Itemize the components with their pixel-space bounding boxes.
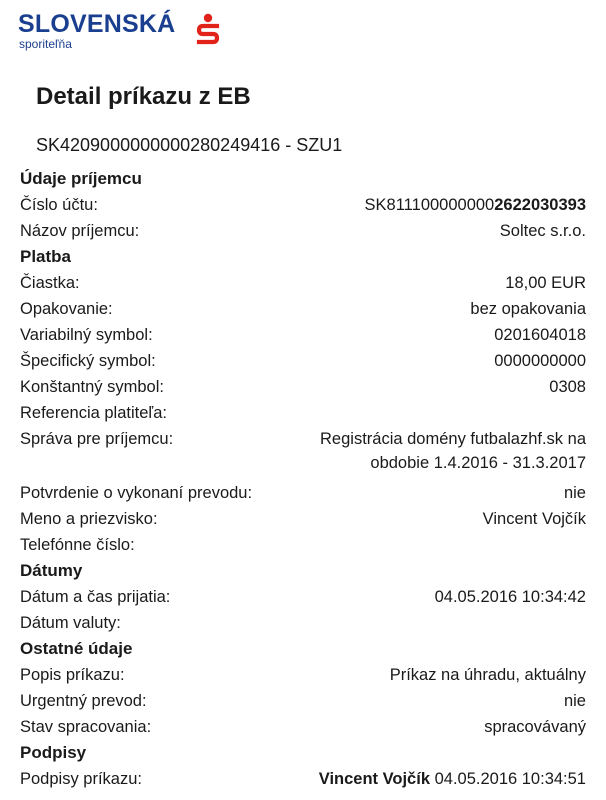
section-payment: Platba bbox=[20, 247, 72, 266]
amount-value: 18,00 EUR bbox=[505, 274, 586, 292]
variable-symbol-label: Variabilný symbol: bbox=[20, 326, 153, 344]
order-description-label: Popis príkazu: bbox=[20, 666, 125, 684]
row-message bbox=[20, 427, 586, 481]
payer-reference-label: Referencia platiteľa: bbox=[20, 404, 167, 422]
row-processing-state bbox=[20, 715, 586, 741]
message-label: Správa pre príjemcu: bbox=[20, 430, 174, 448]
recipient-name-label: Názov príjemcu: bbox=[20, 222, 140, 240]
received-value: 04.05.2016 10:34:42 bbox=[434, 588, 586, 606]
row-constant-symbol bbox=[20, 375, 586, 401]
urgent-label: Urgentný prevod: bbox=[20, 692, 147, 710]
variable-symbol-value: 0201604018 bbox=[494, 326, 586, 344]
specific-symbol-value: 0000000000 bbox=[494, 352, 586, 370]
signer-name: Vincent Vojčík bbox=[318, 770, 430, 788]
bank-logo-subtitle: sporiteľňa bbox=[19, 37, 72, 51]
section-recipient: Údaje príjemcu bbox=[20, 169, 142, 188]
bank-logo-s-mark-icon bbox=[196, 13, 220, 49]
section-other: Ostatné údaje bbox=[20, 639, 133, 658]
order-signatures-label: Podpisy príkazu: bbox=[20, 770, 142, 788]
source-account: SK4209000000000280249416 - SZU1 bbox=[36, 135, 343, 155]
full-name-value: Vincent Vojčík bbox=[482, 510, 586, 528]
row-specific-symbol bbox=[20, 349, 586, 375]
transfer-confirmation-label: Potvrdenie o vykonaní prevodu: bbox=[20, 484, 253, 502]
amount-label: Čiastka: bbox=[20, 274, 80, 292]
constant-symbol-label: Konštantný symbol: bbox=[20, 378, 164, 396]
page-title: Detail príkazu z EB bbox=[36, 83, 251, 110]
bank-logo bbox=[18, 10, 218, 60]
repeat-label: Opakovanie: bbox=[20, 300, 113, 318]
processing-state-value: spracovávaný bbox=[484, 718, 586, 736]
specific-symbol-label: Špecifický symbol: bbox=[20, 352, 156, 370]
account-number-suffix: 2622030393 bbox=[494, 196, 586, 214]
order-description-value: Príkaz na úhradu, aktuálny bbox=[389, 666, 586, 684]
processing-state-label: Stav spracovania: bbox=[20, 718, 152, 736]
row-account-number bbox=[20, 193, 586, 219]
row-order-signatures bbox=[20, 767, 586, 793]
phone-label: Telefónne číslo: bbox=[20, 536, 135, 554]
signature-datetime: 04.05.2016 10:34:51 bbox=[434, 770, 586, 788]
recipient-name-value: Soltec s.r.o. bbox=[499, 222, 586, 240]
section-signatures: Podpisy bbox=[20, 743, 87, 762]
row-received bbox=[20, 585, 586, 611]
urgent-value: nie bbox=[563, 692, 586, 710]
full-name-label: Meno a priezvisko: bbox=[20, 510, 158, 528]
row-transfer-confirmation bbox=[20, 481, 586, 507]
transfer-confirmation-value: nie bbox=[563, 484, 586, 502]
account-number-value bbox=[365, 193, 586, 217]
row-variable-symbol bbox=[20, 323, 586, 349]
order-signatures-value bbox=[319, 767, 586, 791]
constant-symbol-value: 0308 bbox=[549, 378, 586, 396]
bank-logo-name: SLOVENSKÁ bbox=[18, 10, 176, 38]
row-phone bbox=[20, 533, 586, 559]
value-date-label: Dátum valuty: bbox=[20, 614, 121, 632]
row-payer-reference bbox=[20, 401, 586, 427]
section-dates: Dátumy bbox=[20, 561, 83, 580]
row-order-description bbox=[20, 663, 586, 689]
account-number-label: Číslo účtu: bbox=[20, 196, 98, 214]
row-recipient-name bbox=[20, 219, 586, 245]
row-full-name bbox=[20, 507, 586, 533]
row-amount bbox=[20, 271, 586, 297]
order-details bbox=[20, 167, 586, 793]
received-label: Dátum a čas prijatia: bbox=[20, 588, 171, 606]
row-urgent bbox=[20, 689, 586, 715]
row-repeat bbox=[20, 297, 586, 323]
row-value-date bbox=[20, 611, 586, 637]
account-number-prefix: SK811100000000 bbox=[364, 196, 495, 214]
message-value: Registrácia domény futbalazhf.sk na obdobie 1.4.2016 - 31.3.2017 bbox=[320, 430, 586, 472]
repeat-value: bez opakovania bbox=[470, 300, 586, 318]
